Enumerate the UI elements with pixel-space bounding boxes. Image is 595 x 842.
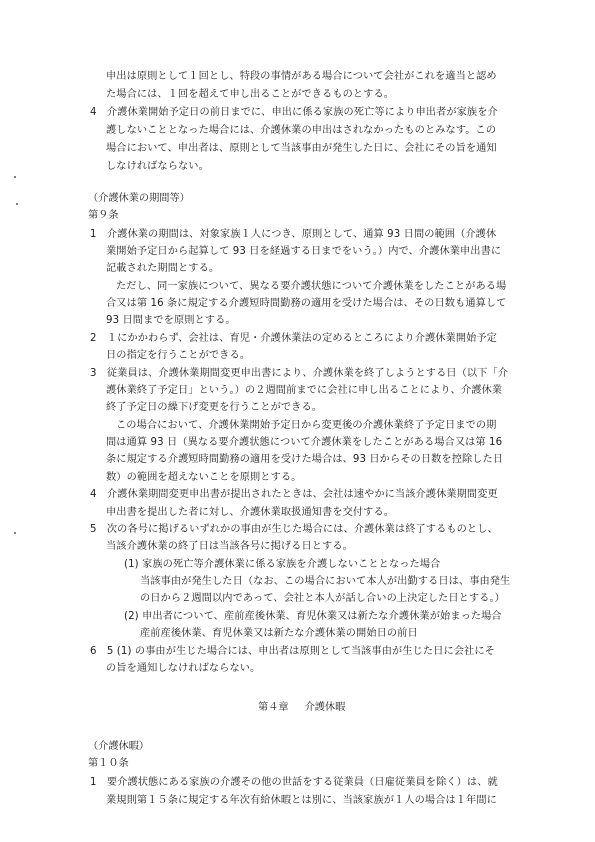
text-line: 6 5 (1) の事由が生じた場合には、申出者は原則として当該事由が生じた日に会社にそ [90, 646, 495, 657]
text-line: の旨を通知しなければならない。 [106, 663, 261, 674]
text-line: 合又は第 16 条に規定する介護短時間勤務の適用を受けた場合は、その日数も通算して [106, 298, 507, 309]
text-line: た場合には、１回を超えて申し出ることができるものとする。 [106, 89, 395, 100]
text-line: 護しないこととなった場合には、介護休業の申出はされなかったものとみなす。この [106, 125, 497, 136]
text-line: 場合において、申出者は、原則として当該事由が発生した日に、会社にその旨を通知 [106, 143, 497, 154]
text-line: 産前産後休業、育児休業又は新たな介護休業の開始日の前日 [140, 628, 418, 639]
text-line: 当該事由が発生した日（なお、この場合において本人が出勤する日は、事由発生 [140, 576, 511, 587]
text-line: 数）の範囲を超えないことを原則とする。 [106, 472, 302, 483]
chapter-number: 第４章 [258, 702, 289, 713]
section-title: （介護休暇） [88, 741, 150, 752]
text-line: 業開始予定日から起算して 93 日を経過する日までをいう。）内で、介護休業申出書に [106, 246, 502, 257]
text-line: の日から２週間以内であって、会社と本人が話し合いの上決定した日とする。） [140, 593, 505, 604]
text-line: この場合において、介護休業開始予定日から変更後の介護休業終了予定日までの期 [116, 420, 497, 431]
text-line: 申出書を提出した者に対し、介護休業取扱通知書を交付する。 [106, 507, 395, 518]
text-line: (1) 家族の死亡等介護休業に係る家族を介護しないこととなった場合 [124, 559, 441, 570]
text-line: 申出は原則として１回とし、特段の事情がある場合について会社がこれを適当と認め [106, 71, 497, 82]
text-line: 1 介護休業の期間は、対象家族１人につき、原則として、通算 93 日間の範囲（介護休 [90, 229, 497, 240]
text-line: 4 介護休業開始予定日の前日までに、申出に係る家族の死亡等により申出者が家族を介 [90, 107, 498, 118]
text-line: 2 １にかかわらず、会社は、育児・介護休業法の定めるところにより介護休業開始予定 [90, 333, 497, 344]
scan-speck [16, 203, 18, 205]
text-line: 4 介護休業期間変更申出書が提出されたときは、会社は速やかに当該介護休業期間変更 [90, 489, 498, 500]
text-line: 条に規定する介護短時間勤務の適用を受けた場合は、93 日からその日数を控除した日 [106, 454, 504, 465]
text-line: 日の指定を行うことができる。 [106, 350, 251, 361]
text-line: 業規則第１５条に規定する年次有給休暇とは別に、当該家族が１人の場合は１年間に [106, 795, 497, 806]
text-line: 終了予定日の繰下げ変更を行うことができる。 [106, 402, 323, 413]
scan-speck [14, 176, 16, 178]
text-line: 護休業終了予定日」という。）の２週間前までに会社に申し出ることにより、介護休業 [106, 385, 503, 396]
text-line: しなければならない。 [106, 161, 209, 172]
text-line: 3 従業員は、介護休業期間変更申出書により、介護休業を終了しようとする日（以下「介 [90, 368, 509, 379]
text-line: 当該介護休業の終了日は当該各号に掲げる日とする。 [106, 541, 353, 552]
section-title: （介護休業の期間等） [88, 193, 190, 204]
text-line: 記載された期間とする。 [106, 263, 220, 274]
text-line: ただし、同一家族について、異なる要介護状態について介護休業をしたことがある場 [116, 281, 507, 292]
text-line: 間は通算 93 日（異なる要介護状態について介護休業をしたことがある場合又は第 16 [106, 437, 503, 448]
article-number: 第９条 [88, 210, 119, 221]
chapter-title: 介護休暇 [304, 702, 346, 713]
text-line: (2) 申出者について、産前産後休業、育児休業又は新たな介護休業が始まった場合 [124, 611, 502, 622]
article-number: 第１０条 [88, 758, 129, 769]
chapter-heading [258, 701, 345, 714]
text-line: 5 次の各号に掲げるいずれかの事由が生じた場合には、介護休業は終了するものとし、 [90, 524, 498, 535]
text-line: 93 日間までを原則とする。 [106, 315, 236, 326]
text-line: 1 要介護状態にある家族の介護その他の世話をする従業員（日雇従業員を除く）は、就 [90, 777, 498, 788]
scan-speck [14, 532, 16, 534]
